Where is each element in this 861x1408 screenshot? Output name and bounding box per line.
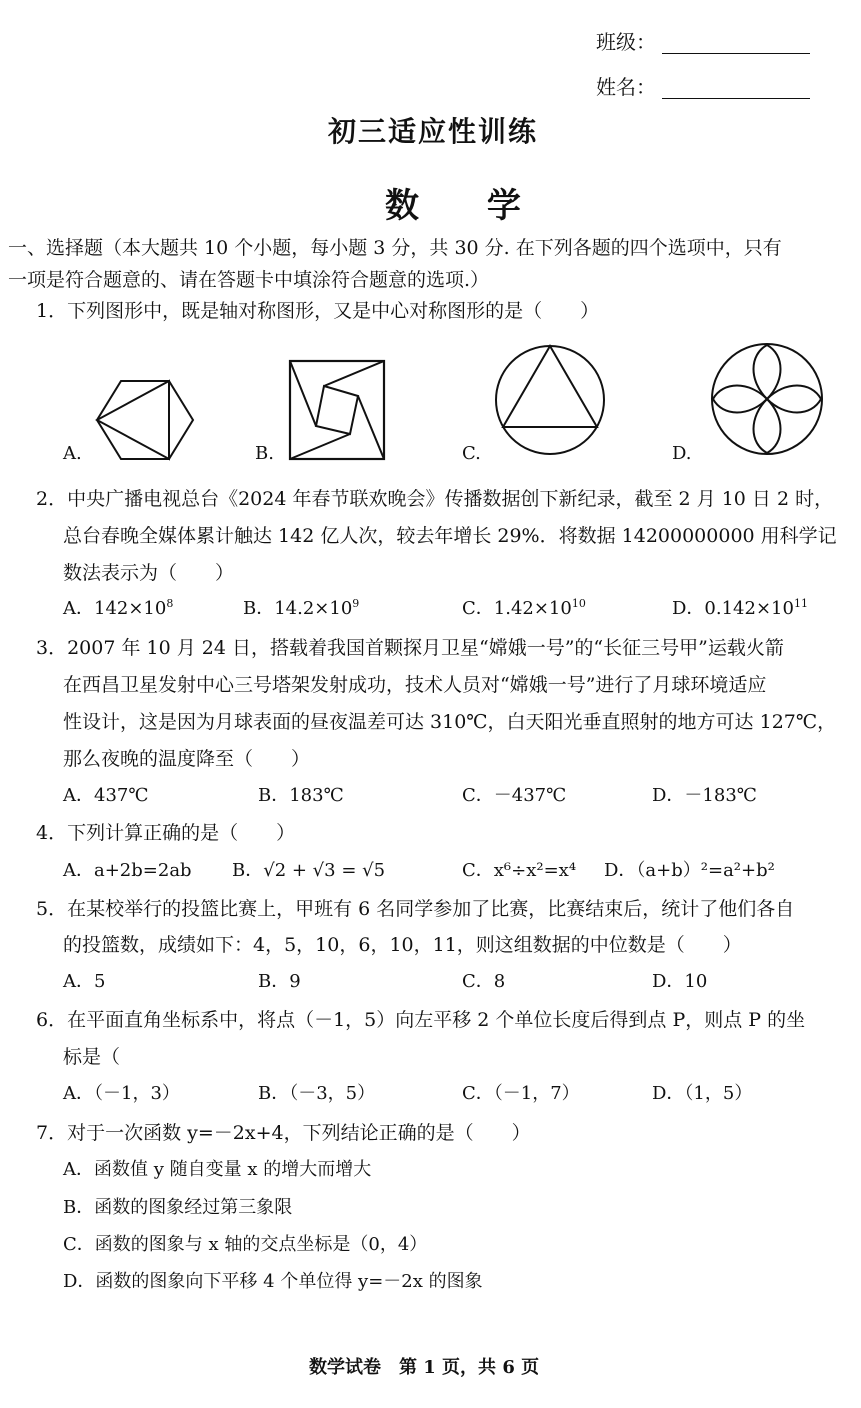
subject-title: 数 学 (385, 186, 549, 226)
q6-option-a[interactable]: A．（－1，3） (63, 1083, 180, 1104)
q2-line3: 数法表示为（ ） (63, 562, 235, 584)
q1-label-a[interactable]: A. (63, 443, 82, 464)
q3-line2: 在西昌卫星发射中心三号塔架发射成功，技术人员对“嫦娥一号”进行了月球环境适应 (63, 674, 767, 696)
q4-stem: 4．下列计算正确的是（ ） (36, 822, 296, 844)
q2-line2: 总台春晚全媒体累计触达 142 亿人次，较去年增长 29%．将数据 14200000000 用科学记 (63, 525, 837, 547)
q5-line2: 的投篮数，成绩如下：4，5，10，6，10，11，则这组数据的中位数是（ ） (63, 934, 742, 956)
q4-option-b[interactable]: B．√2 + √3 = √5 (232, 860, 386, 881)
q7-option-b[interactable]: B．函数的图象经过第三象限 (63, 1197, 293, 1218)
q7-option-a[interactable]: A．函数值 y 随自变量 x 的增大而增大 (63, 1159, 372, 1180)
q5-option-a[interactable]: A．5 (63, 971, 106, 992)
q1-label-d[interactable]: D. (672, 443, 692, 464)
q4-option-d[interactable]: D．（a+b）²=a²+b² (604, 860, 775, 881)
q2-option-b-exp: 9 (352, 597, 360, 610)
q4-option-c[interactable]: C．x⁶÷x²=x⁴ (462, 860, 577, 881)
q2-option-a-exp: 8 (166, 597, 174, 610)
q3-option-d[interactable]: D．－183℃ (652, 785, 757, 806)
q1-label-c[interactable]: C. (462, 443, 481, 464)
class-blank[interactable] (662, 35, 810, 54)
circle-triangle-figure (493, 343, 607, 457)
q2-option-b[interactable] (243, 598, 359, 620)
q2-option-d[interactable] (672, 598, 808, 620)
q7-option-c[interactable]: C．函数的图象与 x 轴的交点坐标是（0，4） (63, 1234, 428, 1255)
q3-line3: 性设计，这是因为月球表面的昼夜温差可达 310℃，白天阳光垂直照射的地方可达 127℃， (63, 711, 837, 733)
q2-option-d-exp: 11 (793, 597, 808, 610)
q2-option-d-text: D．0.142×10 (672, 598, 794, 619)
q5-option-c[interactable]: C．8 (462, 971, 506, 992)
section-heading-line2: 一项是符合题意的、请在答题卡中填涂符合题意的选项.） (8, 269, 490, 291)
q7-stem: 7．对于一次函数 y=－2x+4，下列结论正确的是（ ） (36, 1122, 531, 1144)
q6-option-b[interactable]: B．（－3，5） (258, 1083, 376, 1104)
name-label: 姓名： (596, 75, 656, 99)
q2-option-a[interactable] (63, 598, 173, 620)
class-field (596, 30, 810, 54)
q2-line1: 2．中央广播电视总台《2024 年春节联欢晚会》传播数据创下新纪录，截至 2 月 10 日 2 时， (36, 488, 834, 510)
section-heading-line1: 一、选择题（本大题共 10 个小题，每小题 3 分，共 30 分. 在下列各题的四个选项中，只有 (8, 237, 782, 259)
q6-line2: 标是（ (63, 1046, 121, 1068)
q6-line1: 6．在平面直角坐标系中，将点（－1，5）向左平移 2 个单位长度后得到点 P，则点 P 的坐 (36, 1009, 806, 1031)
hexagon-triangle-figure (95, 375, 195, 465)
exam-title: 初三适应性训练 (328, 115, 539, 148)
circle-four-petal-figure (709, 341, 825, 457)
q2-option-b-text: B．14.2×10 (243, 598, 353, 619)
q5-line1: 5．在某校举行的投篮比赛上，甲班有 6 名同学参加了比赛，比赛结束后，统计了他们各自 (36, 898, 795, 920)
square-pinwheel-figure (286, 358, 388, 462)
q1-stem: 1．下列图形中，既是轴对称图形，又是中心对称图形的是（ ） (36, 300, 600, 322)
class-label: 班级： (596, 30, 656, 54)
q5-option-d[interactable]: D．10 (652, 971, 708, 992)
q7-option-d[interactable]: D．函数的图象向下平移 4 个单位得 y=－2x 的图象 (63, 1271, 483, 1292)
q3-line1: 3．2007 年 10 月 24 日，搭载着我国首颗探月卫星“嫦娥一号”的“长征三号甲”运载火箭 (36, 637, 784, 659)
name-blank[interactable] (662, 80, 810, 99)
q6-option-d[interactable]: D．（1，5） (652, 1083, 753, 1104)
q1-label-b[interactable]: B. (255, 443, 274, 464)
q3-option-a[interactable]: A．437℃ (63, 785, 149, 806)
q2-option-a-text: A．142×10 (63, 598, 167, 619)
q6-option-c[interactable]: C．（－1，7） (462, 1083, 580, 1104)
q4-option-a[interactable]: A．a+2b=2ab (63, 860, 192, 881)
name-field (596, 75, 810, 99)
q2-option-c-exp: 10 (571, 597, 586, 610)
q2-option-c[interactable] (462, 598, 586, 620)
q5-option-b[interactable]: B．9 (258, 971, 301, 992)
page-footer: 数学试卷 第 1 页，共 6 页 (309, 1357, 540, 1378)
q3-option-b[interactable]: B．183℃ (258, 785, 344, 806)
q2-option-c-text: C．1.42×10 (462, 598, 572, 619)
q3-line4: 那么夜晚的温度降至（ ） (63, 748, 311, 770)
q3-option-c[interactable]: C．－437℃ (462, 785, 567, 806)
